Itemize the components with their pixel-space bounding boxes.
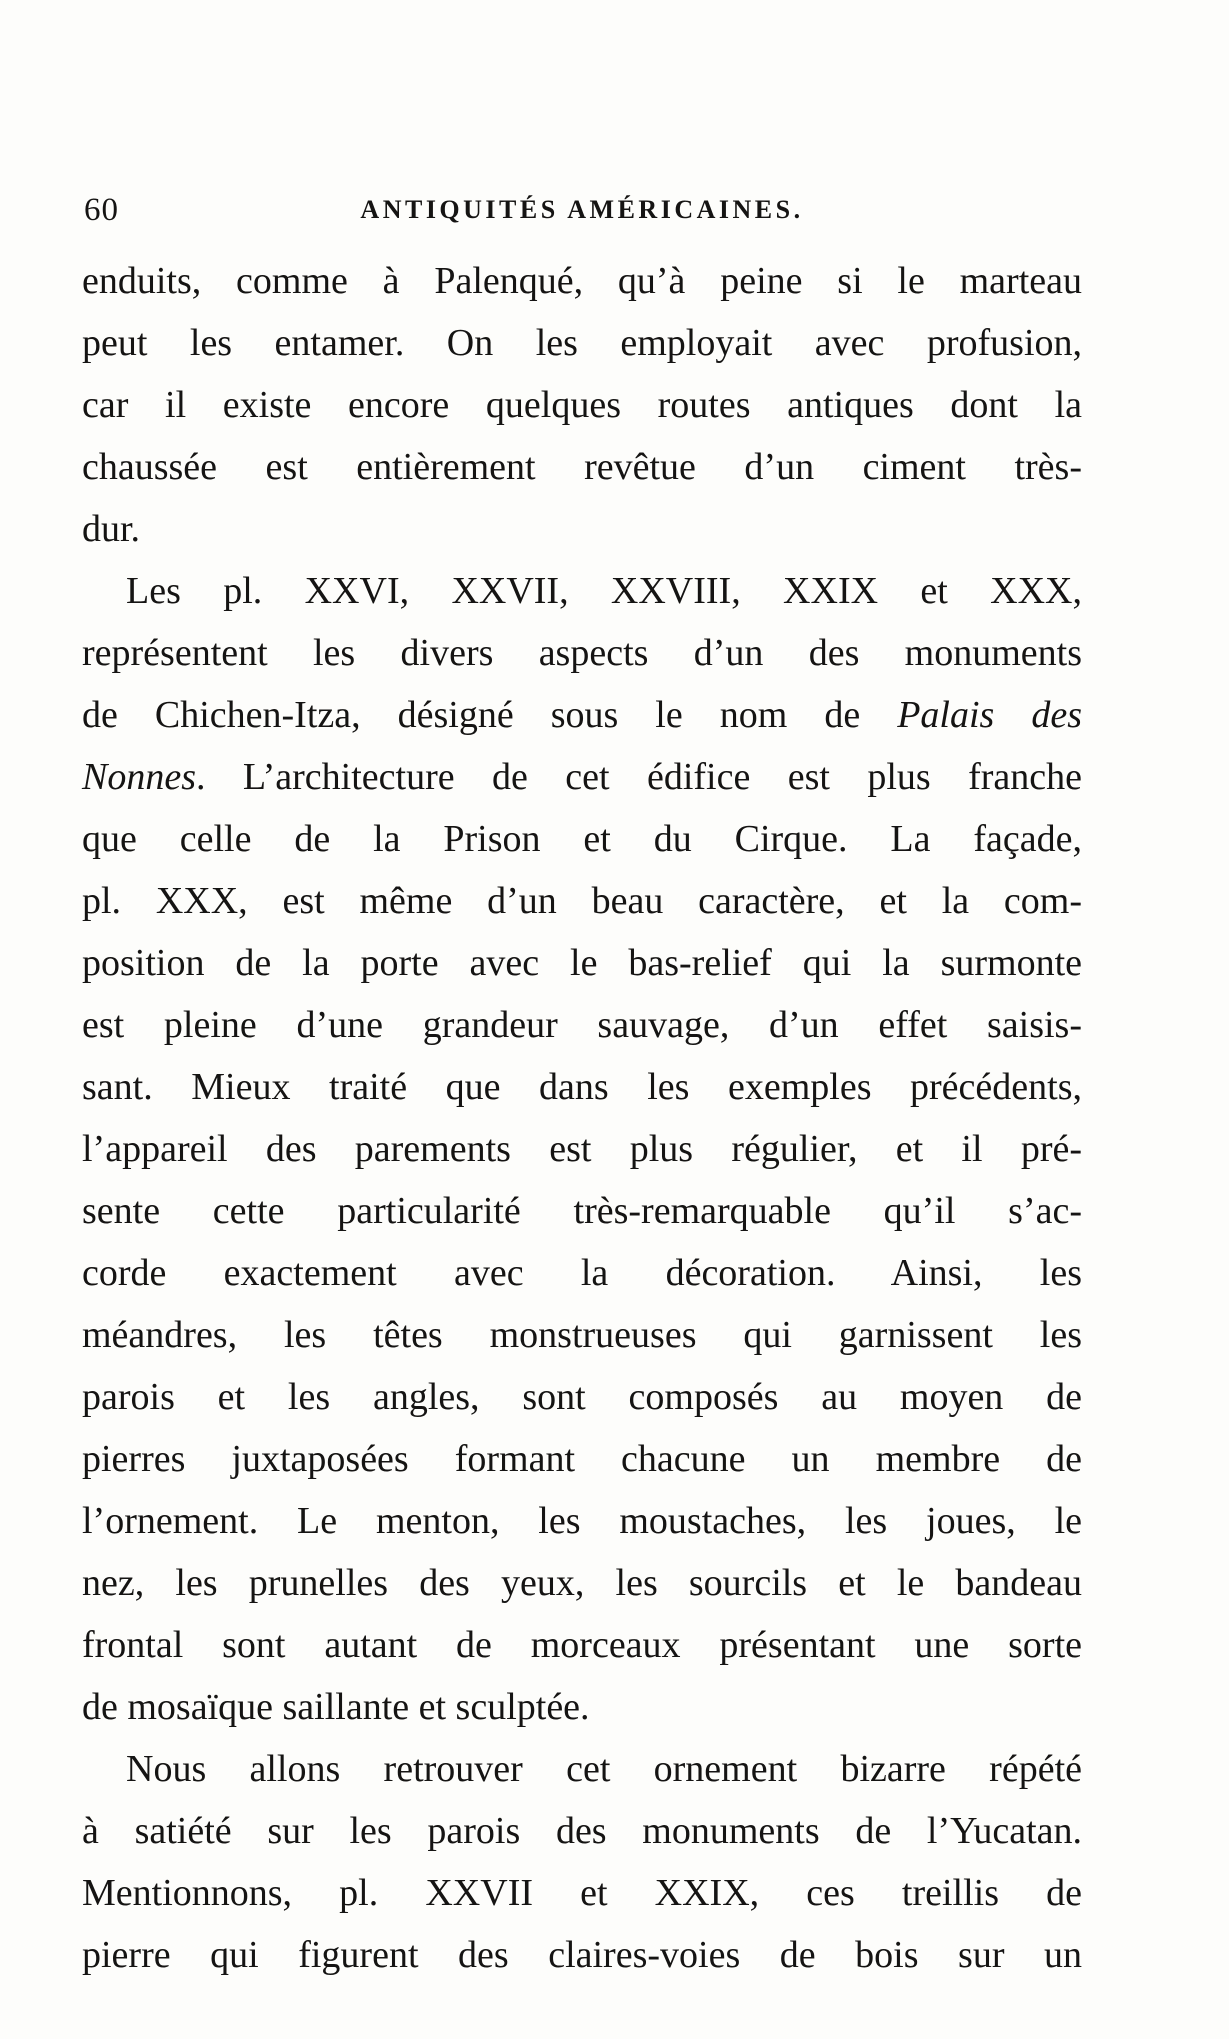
text-line	[82, 1924, 1082, 1986]
page-body	[82, 250, 1082, 1986]
text-segment: l’appareil des parements est plus régulier, et il pré-	[82, 1128, 1082, 1170]
running-title: ANTIQUITÉS AMÉRICAINES.	[360, 195, 804, 224]
text-line	[82, 1614, 1082, 1676]
text-segment: à satiété sur les parois des monuments de l’Yucatan.	[82, 1810, 1082, 1852]
text-line	[82, 1428, 1082, 1490]
text-segment: sant. Mieux traité que dans les exemples précédents,	[82, 1066, 1082, 1108]
text-line	[82, 684, 1082, 746]
text-segment: peut les entamer. On les employait avec profusion,	[82, 322, 1082, 364]
text-segment: est pleine d’une grandeur sauvage, d’un effet saisis-	[82, 1004, 1082, 1046]
text-line	[82, 1738, 1082, 1800]
text-segment: méandres, les têtes monstrueuses qui garnissent les	[82, 1314, 1082, 1356]
text-segment: représentent les divers aspects d’un des monuments	[82, 632, 1082, 674]
text-segment: Nous allons retrouver cet ornement bizarre répété	[126, 1748, 1082, 1790]
text-segment: nez, les prunelles des yeux, les sourcils et le bandeau	[82, 1562, 1082, 1604]
text-segment: . L’architecture de cet édifice est plus franche	[196, 756, 1082, 798]
text-segment: pierre qui figurent des claires-voies de bois sur un	[82, 1934, 1082, 1976]
text-line	[82, 1552, 1082, 1614]
text-line	[82, 1862, 1082, 1924]
text-line	[82, 622, 1082, 684]
text-segment: parois et les angles, sont composés au moyen de	[82, 1376, 1082, 1418]
text-line	[82, 1180, 1082, 1242]
page-header	[82, 186, 1082, 234]
text-line	[82, 498, 1082, 560]
text-segment: de Chichen-Itza, désigné sous le nom de	[82, 694, 898, 736]
text-line	[82, 436, 1082, 498]
text-line	[82, 932, 1082, 994]
text-segment: enduits, comme à Palenqué, qu’à peine si le marteau	[82, 260, 1082, 302]
text-line	[82, 1676, 1082, 1738]
text-line	[82, 1800, 1082, 1862]
text-segment: pierres juxtaposées formant chacune un membre de	[82, 1438, 1082, 1480]
text-line	[82, 1304, 1082, 1366]
text-segment: l’ornement. Le menton, les moustaches, les joues, le	[82, 1500, 1082, 1542]
text-line	[82, 374, 1082, 436]
text-segment: Mentionnons, pl. XXVII et XXIX, ces treillis de	[82, 1872, 1082, 1914]
text-segment: position de la porte avec le bas-relief qui la surmonte	[82, 942, 1082, 984]
text-segment: sente cette particularité très-remarquable qu’il s’ac-	[82, 1190, 1082, 1232]
text-line	[82, 1118, 1082, 1180]
text-line	[82, 560, 1082, 622]
italic-text-segment: Palais des	[897, 694, 1082, 736]
text-segment: que celle de la Prison et du Cirque. La façade,	[82, 818, 1082, 860]
text-segment: car il existe encore quelques routes antiques dont la	[82, 384, 1082, 426]
text-segment: corde exactement avec la décoration. Ainsi, les	[82, 1252, 1082, 1294]
text-line	[82, 250, 1082, 312]
text-segment: dur.	[82, 508, 141, 550]
text-line	[82, 808, 1082, 870]
text-segment: chaussée est entièrement revêtue d’un ciment très-	[82, 446, 1082, 488]
text-segment: Les pl. XXVI, XXVII, XXVIII, XXIX et XXX,	[126, 570, 1082, 612]
text-line	[82, 312, 1082, 374]
text-line	[82, 1242, 1082, 1304]
text-segment: frontal sont autant de morceaux présentant une sorte	[82, 1624, 1082, 1666]
text-segment: de mosaïque saillante et sculptée.	[82, 1686, 590, 1728]
text-line	[82, 1490, 1082, 1552]
text-line	[82, 994, 1082, 1056]
page-content	[82, 186, 1082, 1986]
text-line	[82, 746, 1082, 808]
text-line	[82, 870, 1082, 932]
text-segment: pl. XXX, est même d’un beau caractère, et la com-	[82, 880, 1082, 922]
text-line	[82, 1366, 1082, 1428]
italic-text-segment: Nonnes	[82, 756, 196, 798]
page-number: 60	[84, 192, 119, 228]
text-line	[82, 1056, 1082, 1118]
